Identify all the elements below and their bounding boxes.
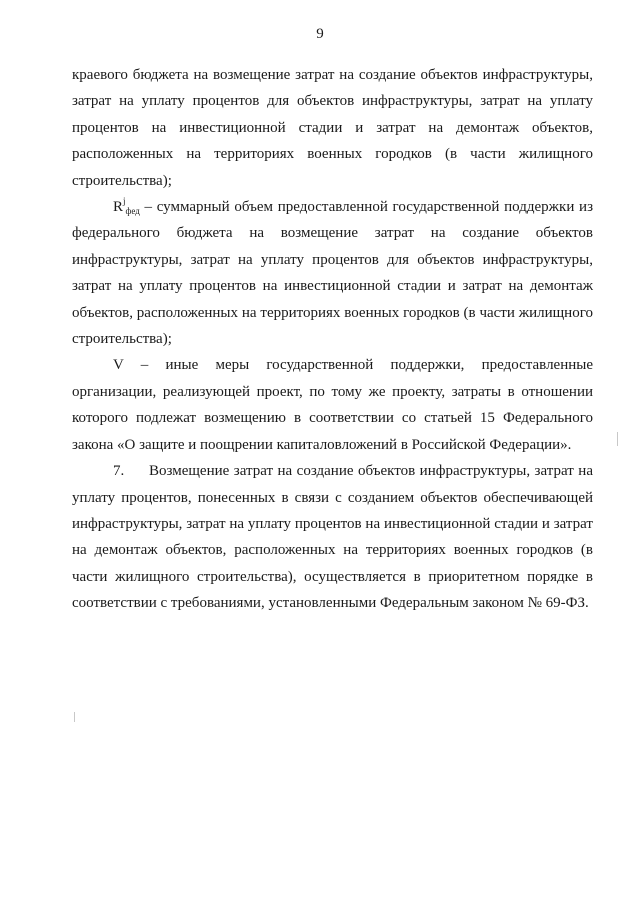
formula-symbol-v: V bbox=[113, 357, 124, 374]
item-number: 7. bbox=[113, 463, 125, 480]
page-number: 9 bbox=[316, 26, 324, 42]
scan-artifact-line bbox=[617, 432, 618, 446]
paragraph-item-7 bbox=[72, 458, 593, 616]
paragraph-text: – суммарный объем предоставленной государственной поддержки из федерального бюджета на возмещение затрат на создание объектов инфраструктуры, затрат на уплату процентов для объектов инфраструктуры, затрат на уплату процентов на инвестиционной стадии и затрат на демонтаж объектов, расположенных на территориях военных городков (в части жилищного строительства); bbox=[72, 199, 593, 348]
paragraph-v-definition bbox=[72, 352, 593, 458]
formula-superscript: j bbox=[123, 196, 126, 207]
document-body bbox=[72, 62, 593, 617]
scan-artifact-line bbox=[74, 712, 75, 722]
paragraph-continuation: краевого бюджета на возмещение затрат на создание объектов инфраструктуры, затрат на уплату процентов для объектов инфраструктуры, затрат на уплату процентов на инвестиционной стадии и затрат на демонтаж объектов, расположенных на территориях военных городков (в части жилищного строительства); bbox=[72, 67, 593, 189]
paragraph-text: – иные меры государственной поддержки, предоставленные организации, реализующей проект, по тому же проекту, затраты в отношении которого подлежат возмещению в соответствии со статьей 15 Федерального закона «О защите и поощрении капиталовложений в Российской Федерации». bbox=[72, 357, 593, 453]
paragraph-text: Возмещение затрат на создание объектов инфраструктуры, затрат на уплату процентов, понесенных в связи с созданием объектов обеспечивающей инфраструктуры, затрат на уплату процентов на инвестиционной стадии и затрат на демонтаж объектов, расположенных на территориях военных городков (в части жилищного строительства), осуществляется в приоритетном порядке в соответствии с требованиями, установленными Федеральным законом № 69-ФЗ. bbox=[72, 463, 593, 612]
formula-subscript: фед bbox=[125, 206, 140, 217]
paragraph-r-fed-definition bbox=[72, 194, 593, 352]
formula-symbol-r: R bbox=[113, 199, 124, 216]
